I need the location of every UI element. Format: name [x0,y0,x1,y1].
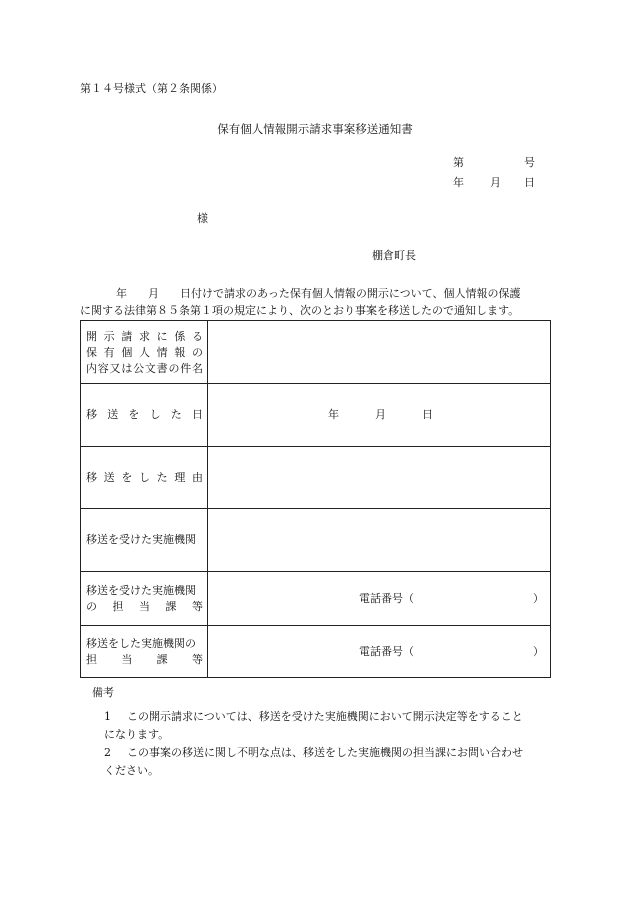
document-title: 保有個人情報開示請求事案移送通知書 [217,122,413,136]
label-cell-receiving-section [81,572,208,625]
doc-date-month: 月 [490,176,501,189]
sending-phone-close: ） [533,645,544,658]
remarks-heading: 備考 [92,686,114,699]
intro-year: 年 [116,287,127,300]
label-sending-section-line-2: 担当課等 [86,653,203,666]
value-cell-subject[interactable] [208,321,550,383]
label-subject-line-1: 開示請求に係る [86,330,203,343]
form-number: 第１４号様式（第２条関係） [80,82,223,95]
label-subject-line-2: 保有個人情報の [86,346,203,359]
table-row-transfer-reason [81,447,550,509]
sending-phone-label: 電話番号（ [359,645,414,658]
receiving-phone-close: ） [533,592,544,605]
remark-2-line-1: この事案の移送に関し不明な点は、移送をした実施機関の担当課にお問い合わせ [127,746,523,759]
remark-2-line-2: ください。 [104,764,159,777]
table-row-subject [81,321,550,384]
doc-number-suffix: 号 [524,156,535,169]
label-receiving-section-line-2: の担当課等 [86,600,203,613]
remark-1-line-1: この開示請求については、移送を受けた実施機関において開示決定等をすること [127,710,523,723]
intro-line-1-text: 日付けで請求のあった保有個人情報の開示について、個人情報の保護 [180,287,521,300]
transfer-date-day: 日 [422,408,433,421]
doc-date-year: 年 [453,176,464,189]
value-cell-receiving-agency[interactable] [208,509,550,571]
table-row-receiving-section [81,572,550,626]
transfer-date-month: 月 [375,408,386,421]
label-cell-subject [81,321,208,383]
remark-1-number: 1 [104,710,111,723]
table-row-sending-section [81,626,550,677]
receiving-phone-label: 電話番号（ [359,592,414,605]
label-cell-transfer-reason [81,447,208,508]
remark-1-line-2: になります。 [104,728,170,741]
label-subject-line-3: 内容又は公文書の件名 [86,362,203,375]
value-cell-transfer-date[interactable] [208,384,550,446]
sender-name: 棚倉町長 [372,249,416,262]
intro-line-2: に関する法律第８５条第１項の規定により、次のとおり事案を移送したので通知します。 [80,304,520,317]
label-cell-receiving-agency [81,509,208,571]
doc-number-prefix: 第 [453,156,464,169]
label-receiving-section-line-1: 移送を受けた実施機関 [86,584,196,597]
label-transfer-reason: 移送をした理由 [86,471,203,484]
transfer-table [80,320,551,678]
table-row-receiving-agency [81,509,550,572]
value-cell-transfer-reason[interactable] [208,447,550,508]
remark-2-number: 2 [104,746,111,759]
table-row-transfer-date [81,384,550,447]
doc-date-day: 日 [524,176,535,189]
label-cell-sending-section [81,626,208,677]
transfer-date-year: 年 [328,408,339,421]
value-cell-sending-section[interactable] [208,626,550,677]
value-cell-receiving-section[interactable] [208,572,550,625]
addressee-honorific: 様 [197,212,208,225]
intro-month: 月 [148,287,159,300]
label-receiving-agency: 移送を受けた実施機関 [86,533,196,546]
label-cell-transfer-date [81,384,208,446]
label-sending-section-line-1: 移送をした実施機関の [86,637,196,650]
label-transfer-date: 移送をした日 [86,408,203,421]
